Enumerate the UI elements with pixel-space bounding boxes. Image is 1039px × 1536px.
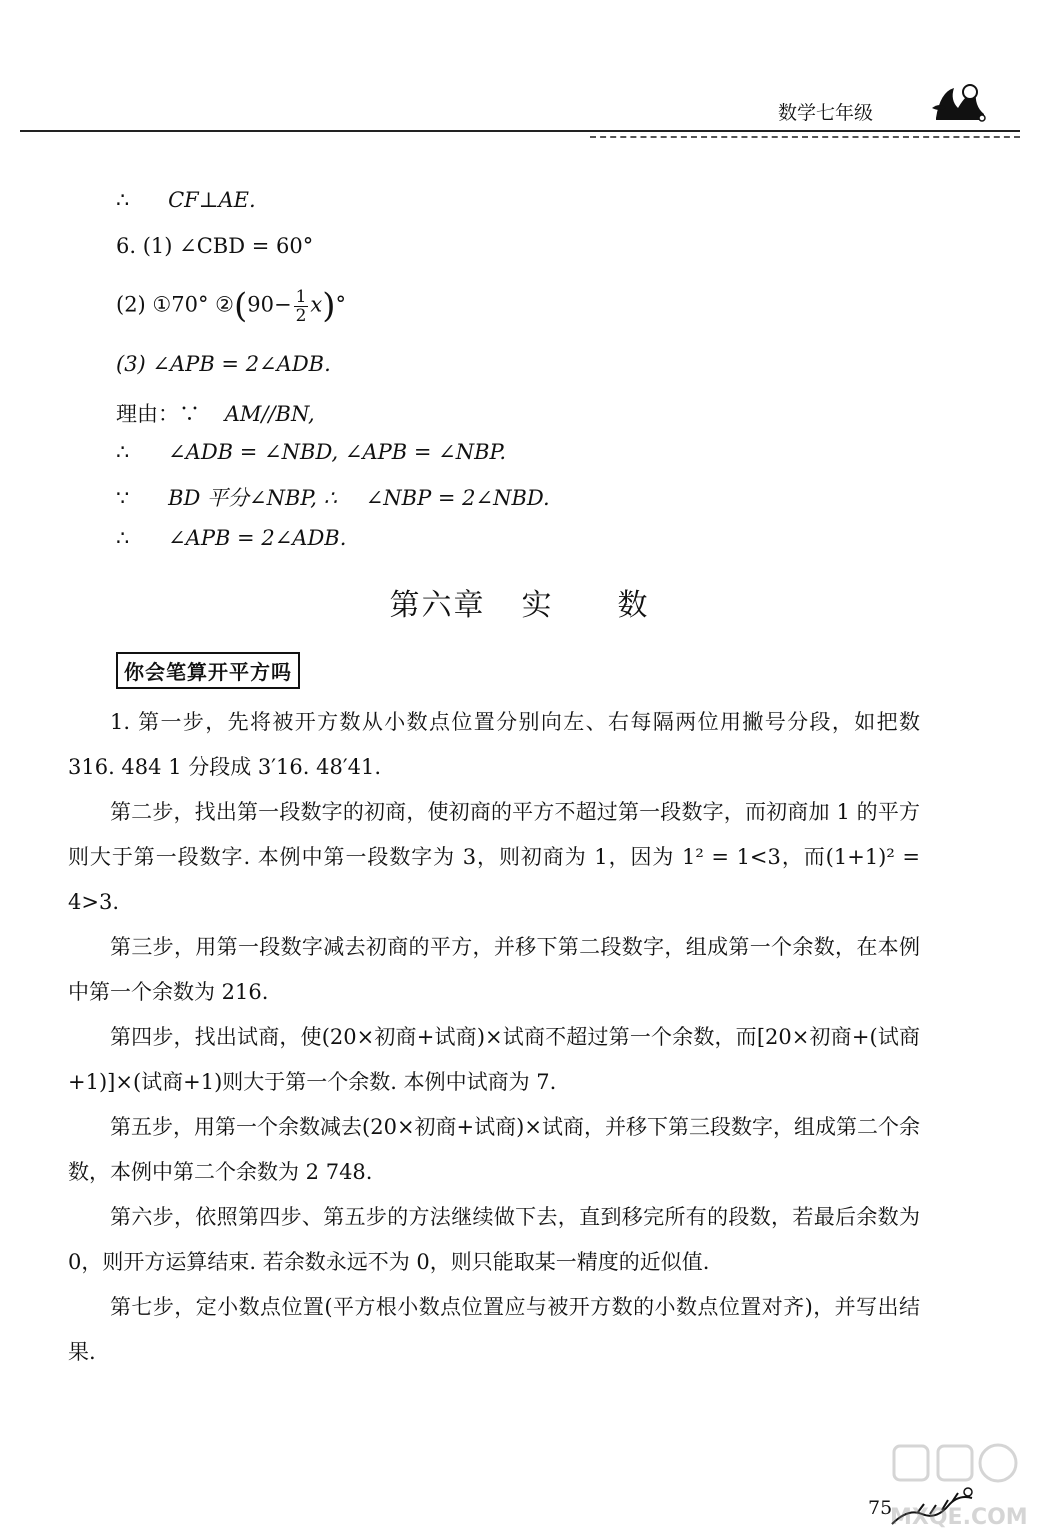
line-7-text: BD 平分∠NBP, ∴ bbox=[168, 486, 337, 510]
chapter-number: 第六章 bbox=[389, 588, 486, 623]
right-paren: ) bbox=[322, 286, 336, 326]
header-rule bbox=[20, 130, 1020, 132]
line-3-num-pre: 90− bbox=[247, 292, 292, 317]
line-3-variable: x bbox=[310, 292, 323, 317]
answer-line-1 bbox=[116, 188, 256, 212]
chapter-word-1: 实 bbox=[521, 588, 554, 623]
because-symbol: ∵ bbox=[116, 486, 130, 510]
paragraph-4: 第四步，找出试商，使(20×初商+试商)×试商不超过第一个余数，而[20×初商+(试商+1)]×(试商+1)则大于第一个余数. 本例中试商为 7. bbox=[68, 1025, 920, 1094]
fraction-denominator: 2 bbox=[295, 305, 307, 326]
chapter-title bbox=[0, 580, 1039, 624]
paragraph-6: 第六步，依照第四步、第五步的方法继续做下去，直到移完所有的段数，若最后余数为 0，则开方运算结束. 若余数永远不为 0，则只能取某一精度的近似值. bbox=[68, 1205, 920, 1274]
answer-line-7 bbox=[116, 482, 550, 512]
header-logo-icon bbox=[930, 78, 990, 124]
paragraph-3: 第三步，用第一段数字减去初商的平方，并移下第二段数字，组成第一个余数，在本例中第一个余数为 216. bbox=[68, 935, 920, 1004]
header-title: 数学七年级 bbox=[778, 102, 874, 124]
therefore-symbol: ∴ bbox=[116, 440, 130, 464]
watermark-text: MXQE.COM bbox=[890, 1505, 1028, 1530]
chapter-word-2: 数 bbox=[617, 588, 650, 623]
paragraph-5: 第五步，用第一个余数减去(20×初商+试商)×试商，并移下第三段数字，组成第二个余数，本例中第二个余数为 2 748. bbox=[68, 1115, 920, 1184]
line-3-prefix: (2) ①70° ② bbox=[116, 292, 234, 317]
line-3-suffix: ° bbox=[335, 292, 347, 317]
reason-label: 理由：∵ bbox=[116, 402, 200, 426]
page-number: 75 bbox=[868, 1497, 893, 1519]
therefore-symbol: ∴ bbox=[116, 188, 130, 212]
answer-line-2: 6. (1) ∠CBD = 60° bbox=[116, 234, 314, 258]
body-text bbox=[68, 700, 920, 1375]
answer-line-4: (3) ∠APB = 2∠ADB. bbox=[116, 352, 331, 376]
answer-line-3 bbox=[116, 286, 346, 326]
line-7-text-2: ∠NBP = 2∠NBD. bbox=[365, 486, 550, 510]
header-dashed-rule bbox=[590, 136, 1020, 138]
paragraph-2: 第二步，找出第一段数字的初商，使初商的平方不超过第一段数字，而初商加 1 的平方则大于第一段数字. 本例中第一段数字为 3，则初商为 1，因为 1² = 1<3，而(1+1)² = 4>3. bbox=[68, 800, 920, 914]
line-5-text: AM//BN, bbox=[224, 402, 315, 426]
section-title: 你会笔算开平方吗 bbox=[116, 652, 300, 689]
watermark-logo-icon bbox=[880, 1440, 1030, 1536]
answer-line-6 bbox=[116, 440, 506, 464]
left-paren: ( bbox=[233, 286, 248, 326]
line-8-text: ∠APB = 2∠ADB. bbox=[168, 526, 347, 550]
fraction-numerator: 1 bbox=[295, 286, 307, 307]
paragraph-1: 1. 第一步，先将被开方数从小数点位置分别向左、右每隔两位用撇号分段，如把数 316. 484 1 分段成 3′16. 48′41. bbox=[68, 710, 920, 779]
answer-line-5 bbox=[116, 398, 315, 428]
answer-line-8 bbox=[116, 526, 346, 550]
fraction bbox=[294, 288, 309, 325]
paragraph-7: 第七步，定小数点位置(平方根小数点位置应与被开方数的小数点位置对齐)，并写出结果. bbox=[68, 1295, 920, 1364]
line-6-text: ∠ADB = ∠NBD, ∠APB = ∠NBP. bbox=[168, 440, 507, 464]
line-1-text: CF⊥AE. bbox=[168, 188, 256, 212]
therefore-symbol: ∴ bbox=[116, 526, 130, 550]
